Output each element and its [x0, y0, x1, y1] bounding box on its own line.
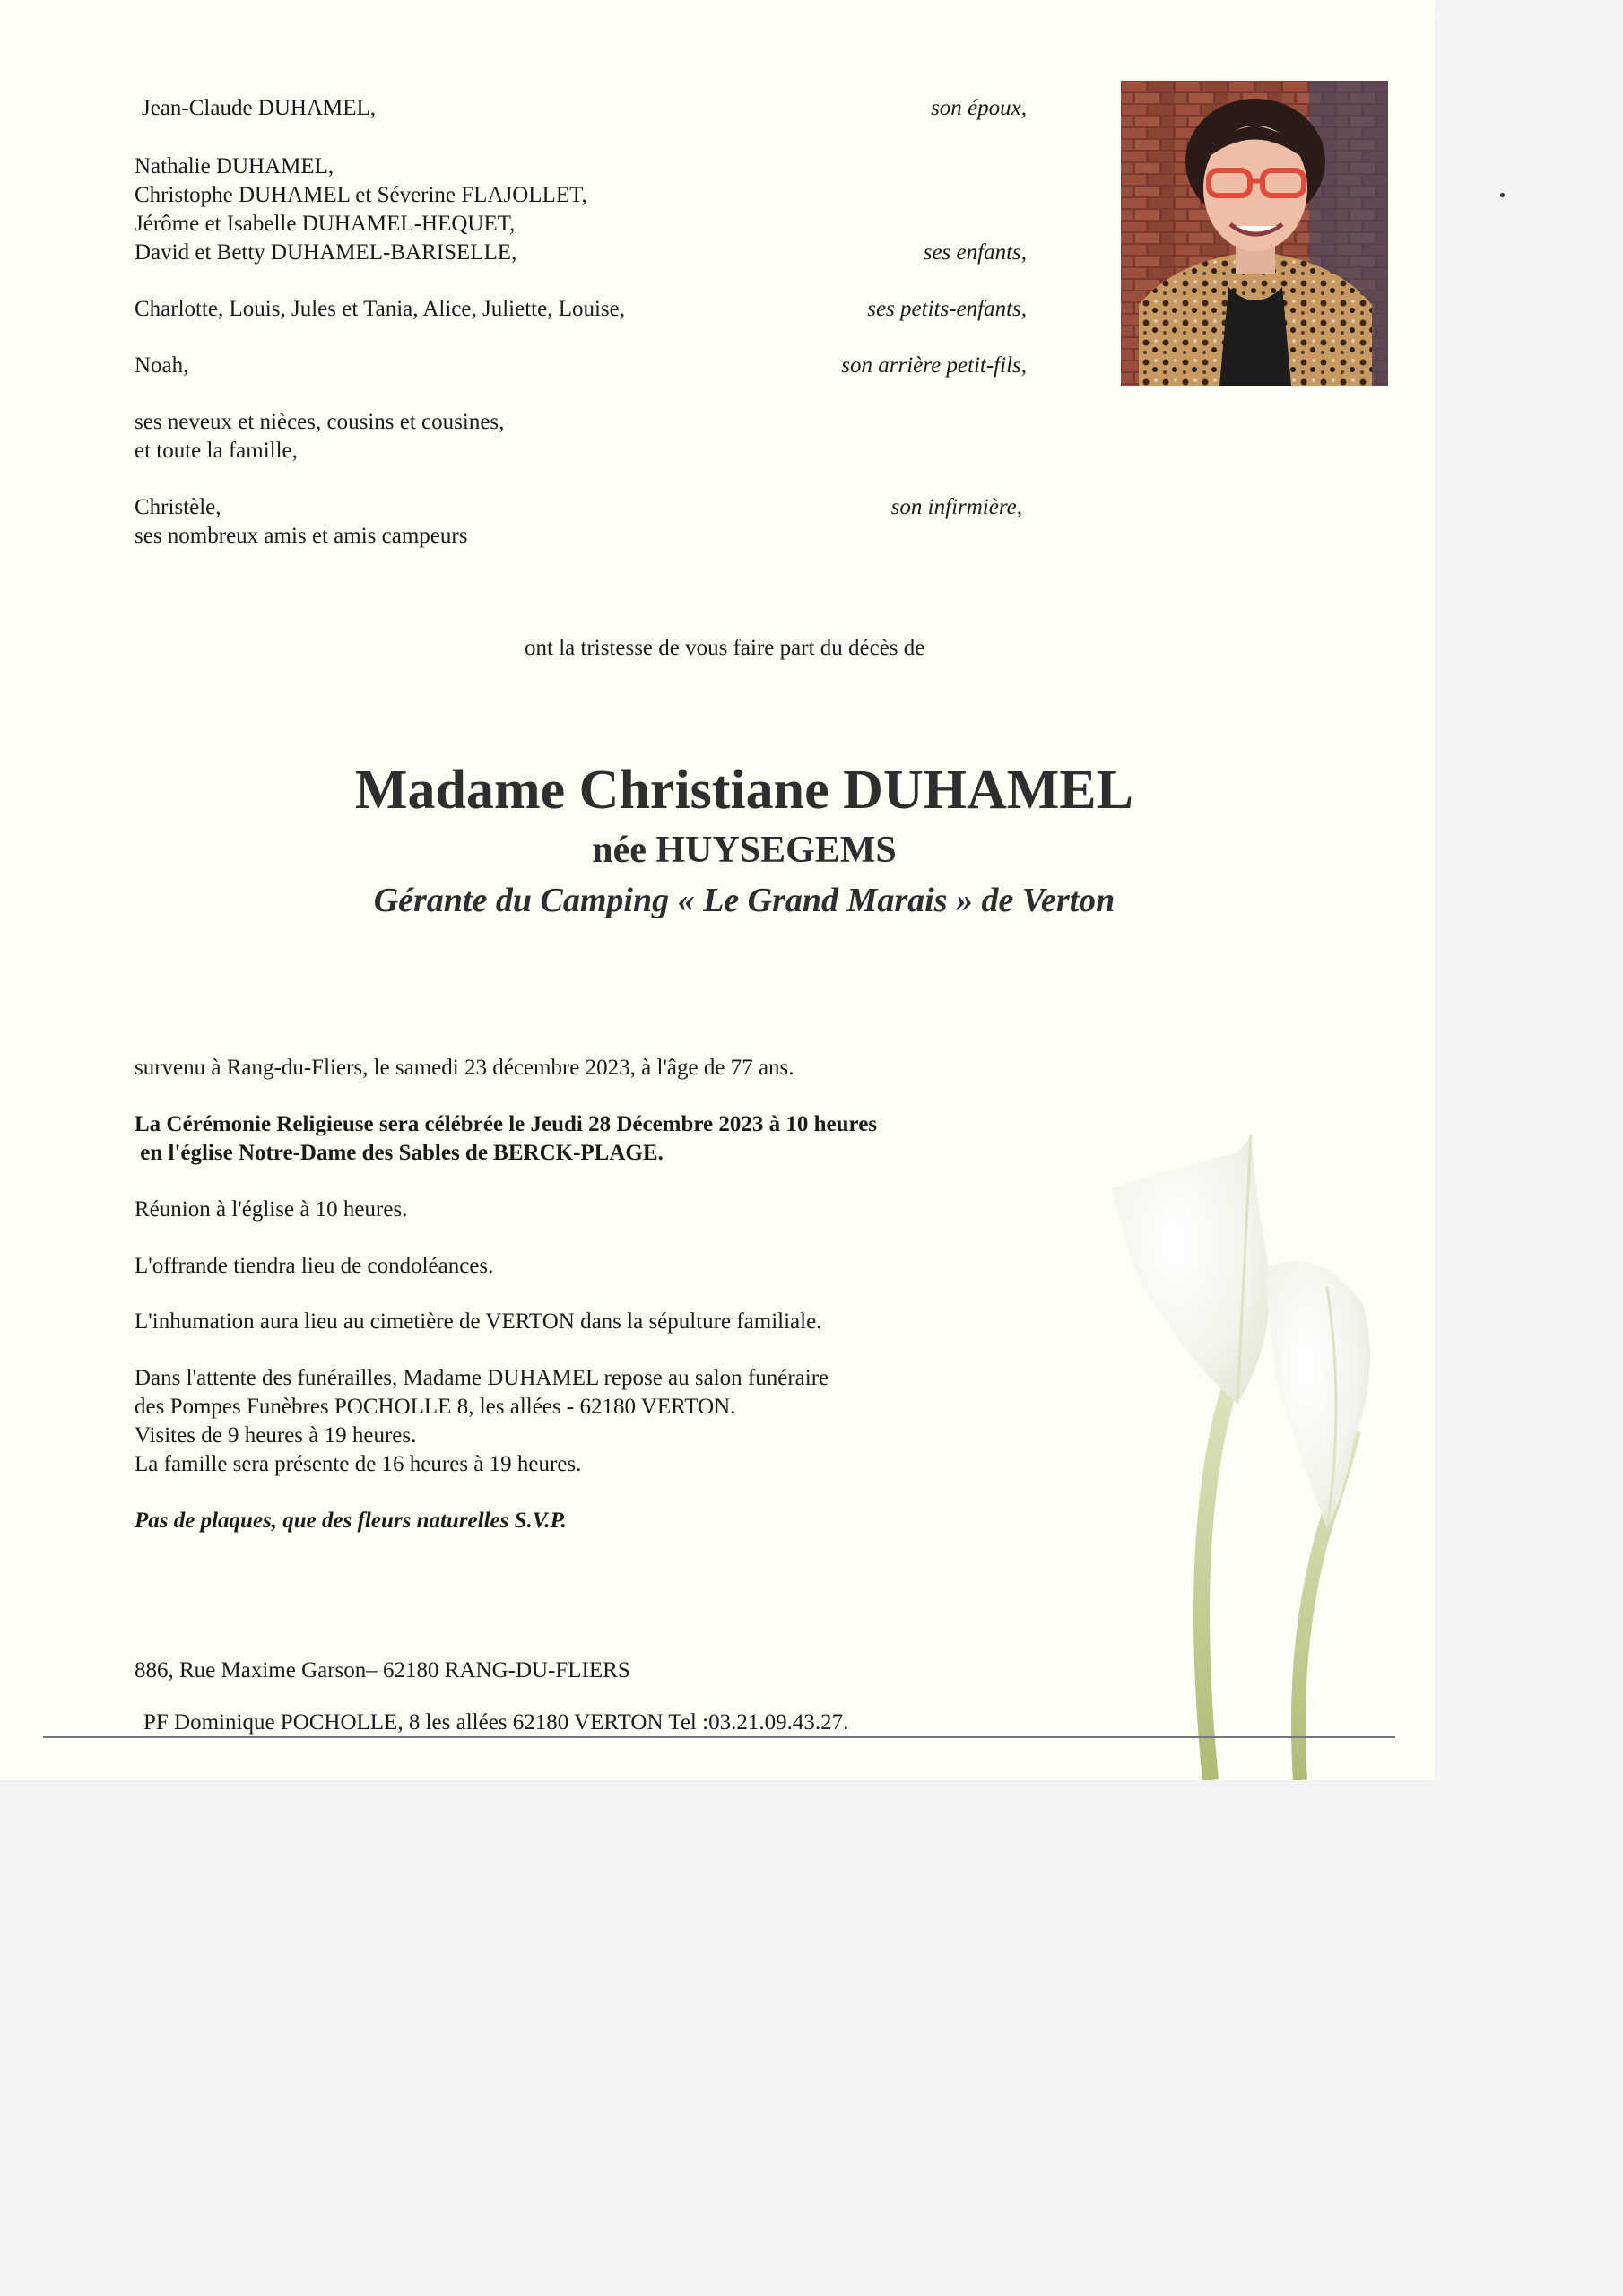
rest-line-1: Dans l'attente des funérailles, Madame DUHAMEL repose au salon funéraire	[135, 1366, 829, 1390]
flowers-notice: Pas de plaques, que des fleurs naturelles S.V.P.	[135, 1509, 567, 1533]
rest-line-2: des Pompes Funèbres POCHOLLE 8, les allées - 62180 VERTON.	[135, 1395, 736, 1419]
scan-background	[0, 1780, 1623, 2296]
footer-divider	[43, 1736, 1395, 1738]
footer-address: 886, Rue Maxime Garson– 62180 RANG-DU-FLIERS	[135, 1658, 630, 1683]
family-child-1: Nathalie DUHAMEL,	[135, 154, 334, 178]
family-friends: ses nombreux amis et amis campeurs	[135, 524, 468, 548]
family-child-2: Christophe DUHAMEL et Séverine FLAJOLLET,	[135, 183, 587, 207]
family-nurse-relation: son infirmière,	[890, 495, 1022, 519]
family-extended-1: ses neveux et nièces, cousins et cousines,	[135, 410, 505, 434]
death-notice: survenu à Rang-du-Fliers, le samedi 23 décembre 2023, à l'âge de 77 ans.	[135, 1056, 794, 1080]
ceremony-line-1: La Cérémonie Religieuse sera célébrée le Jeudi 28 Décembre 2023 à 10 heures	[135, 1112, 878, 1136]
reunion-notice: Réunion à l'église à 10 heures.	[135, 1197, 408, 1222]
family-child-3: Jérôme et Isabelle DUHAMEL-HEQUET,	[135, 212, 516, 236]
scan-speck	[1500, 193, 1505, 197]
deceased-maiden-name: née HUYSEGEMS	[592, 830, 897, 871]
family-child-4: David et Betty DUHAMEL-BARISELLE,	[135, 240, 517, 265]
family-great-grandchild-relation: son arrière petit-fils,	[841, 353, 1027, 378]
rest-line-3: Visites de 9 heures à 19 heures.	[135, 1423, 417, 1448]
footer-funeral-home: PF Dominique POCHOLLE, 8 les allées 62180 VERTON Tel :03.21.09.43.27.	[143, 1710, 849, 1735]
family-children-relation: ses enfants,	[923, 240, 1027, 265]
burial-notice: L'inhumation aura lieu au cimetière de VERTON dans la sépulture familiale.	[135, 1309, 822, 1334]
portrait-photo	[1121, 81, 1388, 386]
calla-lily-icon	[1058, 1135, 1435, 1780]
deceased-occupation: Gérante du Camping « Le Grand Marais » de Verton	[373, 882, 1115, 919]
family-extended-2: et toute la famille,	[135, 439, 298, 463]
family-great-grandchild: Noah,	[135, 353, 189, 378]
sheet-edge	[1435, 18, 1436, 1776]
ceremony-line-2: en l'église Notre-Dame des Sables de BERCK-PLAGE.	[135, 1141, 664, 1165]
family-grandchildren: Charlotte, Louis, Jules et Tania, Alice, Juliette, Louise,	[135, 297, 625, 321]
family-spouse-name: Jean-Claude DUHAMEL,	[142, 96, 377, 120]
family-spouse-relation: son époux,	[931, 96, 1027, 120]
family-nurse-name: Christèle,	[135, 495, 221, 519]
offering-notice: L'offrande tiendra lieu de condoléances.	[135, 1254, 494, 1278]
deceased-name: Madame Christiane DUHAMEL	[355, 760, 1133, 821]
family-grandchildren-relation: ses petits-enfants,	[867, 297, 1027, 321]
announcement-intro: ont la tristesse de vous faire part du décès de	[525, 636, 925, 660]
rest-line-4: La famille sera présente de 16 heures à 19 heures.	[135, 1452, 582, 1476]
